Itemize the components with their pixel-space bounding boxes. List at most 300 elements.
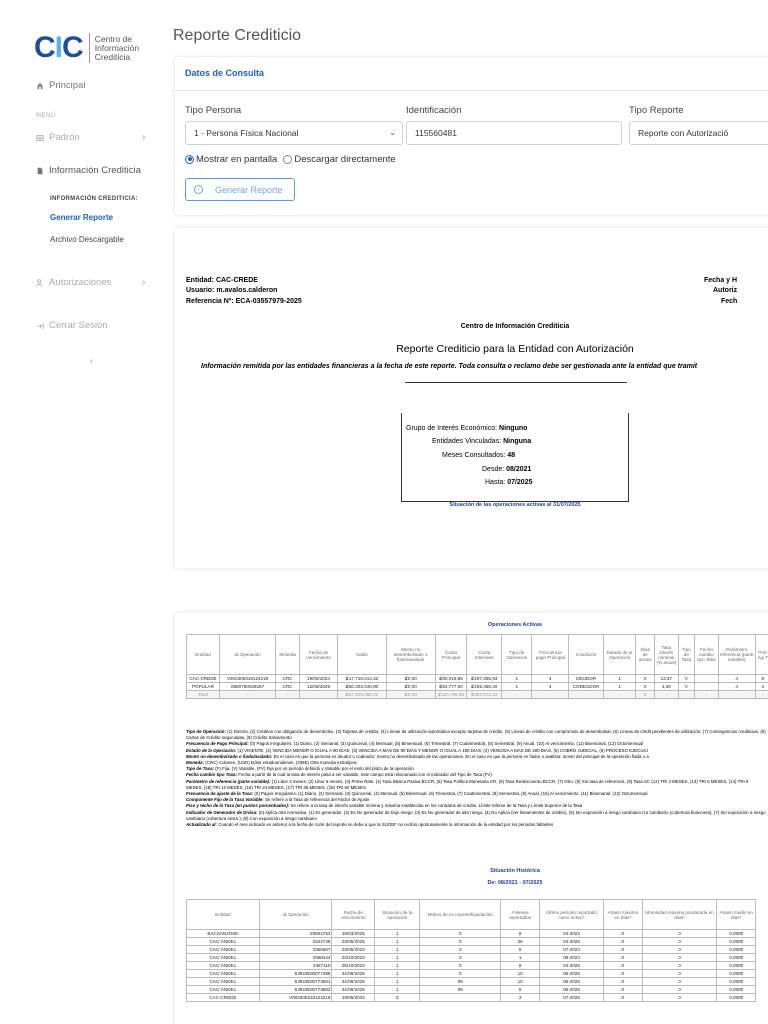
table-row bbox=[187, 970, 756, 978]
nav-informacion-crediticia[interactable] bbox=[36, 165, 141, 176]
historica-range: De: 08/2021 - 07/2025 bbox=[487, 880, 543, 886]
table-cell: 0,0000 bbox=[717, 954, 756, 962]
table-cell: 99 bbox=[420, 978, 501, 986]
table-cell: 0 bbox=[604, 946, 643, 954]
table-cell: 1 bbox=[375, 986, 420, 994]
table-cell: ₡382.872,33 bbox=[467, 691, 502, 699]
legend-text: (0) Pagos Irregulares, (1) Diario, (2) Semanal, (3) Quincenal, (4) Mensual, (5) Bimensual, (6) Trimestral, (7) Cuatrimestral, (8) Semestral, (9) Anual, (10) Al vencimiento, (11) Bisemanal, (12) Octomensual bbox=[253, 791, 648, 797]
desde-label: Desde: bbox=[482, 466, 505, 473]
report-summary-box bbox=[401, 413, 629, 502]
table-cell: 0 bbox=[642, 994, 717, 1002]
table-cell: 0 bbox=[642, 946, 717, 954]
table-cell: 05-2025 bbox=[539, 970, 603, 978]
nav-cerrar-sesion[interactable] bbox=[36, 320, 108, 331]
col-header: Último período reportado como activo* bbox=[539, 900, 603, 930]
table-cell: V bbox=[678, 675, 694, 683]
legend-text: Cuando el mes indicado es anterior a la fecha de corte del reporte se debe a que la SUGEF no recibió oportunamente la información de la entidad por los periodos faltantes bbox=[216, 822, 554, 828]
table-cell bbox=[694, 675, 718, 683]
consulta-card bbox=[175, 57, 768, 215]
table-cell: 5 bbox=[501, 946, 540, 954]
table-cell: ₡50.203.040,90 bbox=[338, 683, 387, 691]
table-cell bbox=[694, 683, 718, 691]
table-cell: ₡197.385,93 bbox=[467, 675, 502, 683]
table-cell: - bbox=[502, 691, 532, 699]
table-cell: 04-2025 bbox=[539, 962, 603, 970]
col-header: Id.Operación bbox=[259, 900, 332, 930]
table-cell: 53923500773882 bbox=[259, 986, 332, 994]
meses-value: 48 bbox=[507, 452, 516, 459]
radio-pantalla-label: Mostrar en pantalla bbox=[196, 154, 278, 165]
logo-letter-c2: C bbox=[62, 31, 83, 64]
table-cell: 05/10/2023 bbox=[332, 962, 375, 970]
chevron-right-icon: › bbox=[142, 277, 146, 288]
table-cell: 1 bbox=[375, 930, 420, 938]
table-cell: - bbox=[569, 691, 604, 699]
table-cell: 0 bbox=[636, 691, 654, 699]
table-cell: 3 bbox=[420, 946, 501, 954]
table-cell: CODEUDOR bbox=[569, 683, 604, 691]
table-cell: 10 bbox=[501, 978, 540, 986]
table-cell: CAC-ANDE1 bbox=[187, 986, 260, 994]
legend-key: Parámetro de referencia (parte variable): bbox=[186, 778, 271, 784]
legend-text: (CRC) Colones, (USD) Dólar estadounidense, (OME) Otra moneda extranjera bbox=[204, 760, 357, 766]
col-header: Tipo de Operación bbox=[502, 635, 532, 675]
table-cell: 8 bbox=[501, 962, 540, 970]
table-cell: - bbox=[755, 691, 768, 699]
table-cell: 3344738 bbox=[259, 938, 332, 946]
col-header: Morosidad máxima ponderada en días* bbox=[642, 900, 717, 930]
users-icon bbox=[36, 279, 44, 287]
operaciones-header-row bbox=[187, 635, 768, 675]
table-cell: BACSANJOSE bbox=[187, 930, 260, 938]
col-header: Prec Aju T bbox=[755, 635, 768, 675]
report-usuario: Usuario: m.avalos.calderon bbox=[186, 287, 278, 294]
col-header: Tasa interés nominal (% anual) bbox=[654, 635, 678, 675]
table-cell: 0 bbox=[604, 962, 643, 970]
table-cell: CAC-ANDE1 bbox=[187, 970, 260, 978]
col-header: Días de atraso bbox=[636, 635, 654, 675]
logo-text-line: Crediticia bbox=[94, 51, 131, 62]
menu-section-label: MENÚ bbox=[36, 113, 56, 119]
legend-key: Tipo de Tasa: bbox=[186, 766, 215, 772]
legend-key: Componente Fijo de la Tasa Variable: bbox=[186, 797, 264, 803]
tipo-persona-label: Tipo Persona bbox=[185, 105, 242, 116]
table-cell: - bbox=[654, 691, 678, 699]
table-cell: 12/08/2049 bbox=[300, 683, 338, 691]
table-cell: ₡184.796,86 bbox=[435, 691, 467, 699]
table-cell: 29504753 bbox=[259, 930, 332, 938]
legend-text: (1) VIGENTE, (2) VENCIDA MENOR O IGUAL A 90 DIAS, (3) VENCIDA A MAS DE 90 DIAS Y MENOR O IGUAL A 180 DIAS, (4) VENCIDA A MAS DE 180 DIAS, (5) COBRO JUDICIAL, (6) PROCESO EJECUCI bbox=[236, 747, 648, 753]
submenu-generar-reporte[interactable]: Generar Reporte bbox=[50, 213, 114, 222]
col-header: Atraso máximo en días* bbox=[604, 900, 643, 930]
home-icon bbox=[36, 82, 44, 90]
radio-mostrar-pantalla[interactable] bbox=[185, 154, 277, 165]
legend-line bbox=[186, 779, 766, 791]
table-cell: 26 bbox=[501, 938, 540, 946]
table-cell: ₡185.486,40 bbox=[467, 683, 502, 691]
col-header: Entidad bbox=[187, 635, 220, 675]
legend-text: (F) Fija, (V) Variable, (FV) Fija por un período definido y Variable por el resto del plazo de la operación bbox=[214, 766, 414, 772]
tipo-persona-select[interactable] bbox=[185, 121, 403, 145]
submenu-heading: INFORMACIÓN CREDITICIA: bbox=[50, 196, 138, 202]
table-cell: 4,36 bbox=[654, 683, 678, 691]
table-cell: 3 bbox=[501, 994, 540, 1002]
table-cell: 1 bbox=[375, 962, 420, 970]
nav-autorizaciones-label: Autorizaciones bbox=[49, 277, 112, 288]
table-cell: 0 bbox=[642, 962, 717, 970]
logo-divider bbox=[89, 33, 90, 63]
legend-key: Frecuencia de Pago Principal: bbox=[186, 741, 249, 747]
identificacion-label: Identificación bbox=[406, 105, 462, 116]
table-cell: 0 bbox=[642, 938, 717, 946]
report-entidad: Entidad: CAC-CREDE bbox=[186, 277, 258, 284]
table-cell: 0 bbox=[642, 930, 717, 938]
col-header: Parámetro referencia (parte variable) bbox=[718, 635, 755, 675]
cic-logo[interactable] bbox=[34, 31, 139, 65]
table-cell: 03/05/2025 bbox=[332, 938, 375, 946]
table-cell: CAC-ANDE1 bbox=[187, 978, 260, 986]
table-cell: - bbox=[694, 691, 718, 699]
generar-reporte-label: Generar Reporte bbox=[215, 184, 283, 195]
legend-key: Piso y techo de la Tasa (en puntos porcentuales): bbox=[186, 803, 290, 809]
report-autorizacion: Autoriz bbox=[713, 287, 738, 294]
table-row bbox=[187, 930, 756, 938]
table-cell: 31/08/2028 bbox=[332, 970, 375, 978]
table-cell: 4 bbox=[718, 683, 755, 691]
sidebar bbox=[0, 0, 166, 1024]
table-cell: 0 bbox=[604, 994, 643, 1002]
logout-icon bbox=[36, 322, 44, 330]
legend-key: Actualizado al: bbox=[186, 822, 217, 828]
table-cell: 0 bbox=[642, 986, 717, 994]
collapse-sidebar-icon[interactable]: ‹ bbox=[90, 356, 94, 367]
legend-text: (1) Libor 3 meses, (2) Libor 6 meses, (3) Prime Rate, (4) Tasa Básica Pasiva BCCR, (5) Tasa Política Monetaria CR, (6) Tasa Redescuento BCCR, (7) Otro, (8) Sin tasa de referencia, (9) Tasa SC (12) TRI 3 MESES, (13) TRI 6 MESES, (14) TRI 9 MESES, (15) TRI 12 MESES, (16) TRI 24 MESES, (17) TRI 36 MESES, (18) TRI 60 MESES bbox=[186, 778, 749, 790]
identificacion-value: 115560481 bbox=[415, 128, 457, 138]
table-cell: V003305318124219 bbox=[259, 994, 332, 1002]
col-header: Tipo de Tasa bbox=[678, 635, 694, 675]
table-cell: ₡94.777,00 bbox=[435, 683, 467, 691]
table-cell: 3367110 bbox=[259, 962, 332, 970]
table-cell: - bbox=[532, 691, 569, 699]
table-cell: ₡0,00 bbox=[386, 675, 435, 683]
table-cell: 07-2024 bbox=[539, 946, 603, 954]
table-cell: 4 bbox=[532, 683, 569, 691]
col-header: Atraso medio en días* bbox=[717, 900, 756, 930]
table-cell: 08-2024 bbox=[539, 954, 603, 962]
table-cell: 04-2022 bbox=[539, 930, 603, 938]
desde-row bbox=[482, 466, 531, 473]
table-cell: 3 bbox=[375, 994, 420, 1002]
logo-text bbox=[95, 35, 139, 62]
table-cell: - bbox=[603, 691, 636, 699]
table-cell: 8 bbox=[755, 675, 768, 683]
report-centro: Centro de Información Crediticia bbox=[460, 323, 570, 330]
table-cell: DEUDOR bbox=[569, 675, 604, 683]
table-row bbox=[187, 946, 756, 954]
table-cell: 31/08/2028 bbox=[332, 986, 375, 994]
col-header: Cuota Principal bbox=[435, 635, 467, 675]
table-cell: ₡0,00 bbox=[386, 683, 435, 691]
table-cell: 4 bbox=[718, 675, 755, 683]
desde-value: 08/2021 bbox=[506, 466, 532, 473]
radio-descargar[interactable] bbox=[283, 154, 395, 165]
grupo-value: Ninguno bbox=[499, 425, 528, 432]
table-cell: - bbox=[276, 691, 300, 699]
table-cell: 0 bbox=[642, 954, 717, 962]
nav-informacion-label: Información Crediticia bbox=[49, 165, 141, 176]
legend-text: Se refiere a la tasa de interés variable mínima y máxima establecida en los contratos de crédito. Límite Inferior de la Tasa y Límite Superior de la Tasa bbox=[289, 803, 583, 809]
col-header: # Meses reportados bbox=[501, 900, 540, 930]
nav-autorizaciones[interactable] bbox=[36, 277, 146, 288]
table-cell: ₡17.716.014,32 bbox=[338, 675, 387, 683]
table-cell: 1 bbox=[375, 978, 420, 986]
legend-text: Fecha a partir de la cual la tasa de interés pasa a ser variable, este campo está relacionado con el indicador del Tipo de Tasa (FV) bbox=[237, 772, 492, 778]
table-cell: 0 bbox=[642, 970, 717, 978]
table-row bbox=[187, 683, 768, 691]
table-cell: CAC-CREDE bbox=[187, 994, 260, 1002]
col-header: Entidad bbox=[187, 900, 260, 930]
col-header: Fecha de vencimiento bbox=[300, 635, 338, 675]
col-header: Cuota Intereses bbox=[467, 635, 502, 675]
table-cell: CRC bbox=[276, 675, 300, 683]
table-cell: 53923500773681 bbox=[259, 978, 332, 986]
legend-line bbox=[186, 729, 766, 741]
table-cell: 1 bbox=[603, 683, 636, 691]
table-cell: 1 bbox=[375, 938, 420, 946]
radio-unselected-icon bbox=[283, 155, 292, 164]
table-cell: ₡0,00 bbox=[386, 691, 435, 699]
table-cell: 1 bbox=[375, 946, 420, 954]
nav-padron[interactable] bbox=[36, 132, 146, 143]
tipo-reporte-label: Tipo Reporte bbox=[629, 105, 684, 116]
table-cell: V bbox=[678, 683, 694, 691]
table-cell: - bbox=[300, 691, 338, 699]
table-cell: CAC-ANDE1 bbox=[187, 954, 260, 962]
table-cell: 0 bbox=[420, 930, 501, 938]
historica-header-row bbox=[187, 900, 756, 930]
col-header: Saldo bbox=[338, 635, 387, 675]
chevron-down-icon: ⌄ bbox=[389, 128, 396, 137]
table-cell: 03/10/2023 bbox=[332, 954, 375, 962]
logo-text-line: Centro de bbox=[94, 33, 133, 44]
table-cell: 99 bbox=[420, 986, 501, 994]
table-cell: 0 bbox=[420, 962, 501, 970]
table-row bbox=[187, 938, 756, 946]
table-cell: CAC-ANDE1 bbox=[187, 938, 260, 946]
historica-title: Situación Histórica bbox=[490, 868, 540, 874]
table-cell: ₡67.919.055,22 bbox=[338, 691, 387, 699]
table-total-row bbox=[187, 691, 768, 699]
table-cell: 0,0000 bbox=[717, 970, 756, 978]
col-header: Situación de la operación bbox=[375, 900, 420, 930]
table-cell: 5 bbox=[501, 986, 540, 994]
legend-key: Indicador de Generador de Divisa: bbox=[186, 809, 258, 815]
identificacion-input[interactable] bbox=[406, 121, 622, 145]
table-row bbox=[187, 675, 768, 683]
table-cell: 0 bbox=[604, 930, 643, 938]
table-cell: 0 bbox=[636, 675, 654, 683]
table-cell: 04-2025 bbox=[539, 938, 603, 946]
col-header: Estado de la Operación bbox=[603, 635, 636, 675]
report-page-2 bbox=[175, 613, 768, 1024]
table-row bbox=[187, 978, 756, 986]
table-cell: 0 bbox=[604, 986, 643, 994]
table-row bbox=[187, 986, 756, 994]
table-cell: 19/05/2034 bbox=[332, 994, 375, 1002]
table-cell: 0 bbox=[420, 938, 501, 946]
col-header: Moneda bbox=[276, 635, 300, 675]
table-cell: 0 bbox=[636, 683, 654, 691]
col-header: Fecha de vencimiento bbox=[332, 900, 375, 930]
report-fecha: Fech bbox=[721, 298, 738, 305]
table-cell: 13,37 bbox=[654, 675, 678, 683]
operaciones-table bbox=[186, 634, 768, 699]
table-cell: 03/05/2023 bbox=[332, 946, 375, 954]
logo-text-line: Información bbox=[94, 42, 140, 53]
vinculadas-value: Ninguna bbox=[503, 438, 532, 445]
report-legend bbox=[186, 729, 766, 828]
nav-cerrar-label: Cerrar Sesión bbox=[49, 320, 108, 331]
page-title: Reporte Crediticio bbox=[173, 27, 302, 44]
table-cell: 1 bbox=[375, 954, 420, 962]
table-cell: 0880780029267 bbox=[219, 683, 275, 691]
table-cell: CAC-ANDE1 bbox=[187, 962, 260, 970]
tipo-persona-value: 1 - Persona Física Nacional bbox=[194, 128, 299, 138]
table-cell: 0,0000 bbox=[717, 938, 756, 946]
table-cell: 0,0000 bbox=[717, 930, 756, 938]
legend-text: Se refiere a la Tasa de referencia del Factor de Ajuste bbox=[263, 797, 370, 803]
meses-label: Meses Consultados: bbox=[442, 452, 506, 459]
table-cell: - bbox=[219, 691, 275, 699]
table-row bbox=[187, 994, 756, 1002]
grupo-label: Grupo de Interés Económico: bbox=[406, 425, 498, 432]
col-header: Frecuencia pago Principal bbox=[532, 635, 569, 675]
table-cell: 0 bbox=[420, 970, 501, 978]
report-aviso: Información remitida por las entidades financieras a la fecha de este reporte. Toda consulta o reclamo debe ser gestionada ante la entidad que tramit bbox=[201, 363, 698, 370]
table-cell: V003305318124219 bbox=[219, 675, 275, 683]
table-cell: 4 bbox=[755, 683, 768, 691]
table-cell: 53923500077388 bbox=[259, 970, 332, 978]
historica-table bbox=[186, 899, 756, 1002]
table-cell: ₡90.019,86 bbox=[435, 675, 467, 683]
tipo-reporte-select[interactable] bbox=[629, 121, 768, 145]
table-cell: 07-2025 bbox=[539, 994, 603, 1002]
table-cell: 0 bbox=[604, 978, 643, 986]
logo-mark bbox=[34, 31, 83, 65]
table-cell: CAC-ANDE1 bbox=[187, 946, 260, 954]
table-cell: 1 bbox=[502, 683, 532, 691]
logo-letter-i: I bbox=[54, 31, 63, 64]
chevron-right-icon: › bbox=[142, 132, 146, 143]
table-cell: 0 bbox=[642, 978, 717, 986]
legend-key: Moneda: bbox=[186, 760, 205, 766]
meses-row bbox=[442, 452, 515, 459]
grupo-row bbox=[406, 425, 527, 432]
table-cell: Total bbox=[187, 691, 220, 699]
table-cell: 0 bbox=[604, 954, 643, 962]
table-cell: 0,0000 bbox=[717, 978, 756, 986]
legend-key: Monto no desembolsado o fiado/avalado: bbox=[186, 753, 273, 759]
table-cell: 1 bbox=[375, 970, 420, 978]
legend-key: Fecha cambio tipo Tasa: bbox=[186, 772, 238, 778]
table-cell: 0 bbox=[604, 938, 643, 946]
table-cell: 31/08/2028 bbox=[332, 978, 375, 986]
col-header: Fecha cambio tipo Tasa bbox=[694, 635, 718, 675]
tipo-reporte-value: Reporte con Autorizació bbox=[638, 128, 729, 138]
table-cell: 0 bbox=[604, 970, 643, 978]
report-referencia: Referencia Nº: ECA-03557979-2025 bbox=[186, 298, 302, 305]
table-cell: 10 bbox=[501, 970, 540, 978]
legend-line bbox=[186, 822, 766, 828]
table-cell: CAC-CREDE bbox=[187, 675, 220, 683]
table-cell: 1 bbox=[603, 675, 636, 683]
col-header: Condición bbox=[569, 635, 604, 675]
report-situacion: Situación de las operaciones activas al 31/07/2025 bbox=[449, 502, 581, 508]
table-cell: - bbox=[718, 691, 755, 699]
report-fecha-hora: Fecha y H bbox=[704, 277, 738, 284]
legend-line bbox=[186, 810, 766, 822]
legend-key: Estado de la Operación: bbox=[186, 747, 237, 753]
output-options bbox=[185, 154, 396, 165]
table-cell: 3355667 bbox=[259, 946, 332, 954]
hasta-value: 07/2025 bbox=[507, 479, 533, 486]
report-divider bbox=[405, 382, 627, 383]
logo-letter-c: C bbox=[34, 31, 55, 64]
nav-principal[interactable] bbox=[36, 80, 85, 91]
legend-text: En el caso en que la persona es deudor o codeudor: monto no desembolsado de las operaciones. En el caso en que la persona es fiador o avalista: monto del principal de la operación fiada o a bbox=[272, 753, 649, 759]
legend-key: Frecuencia de ajuste de la Tasa: bbox=[186, 791, 254, 797]
nav-principal-label: Principal bbox=[49, 80, 86, 91]
legend-text: (0) Pagos Irregulares, (1) Diario, (2) Semanal, (3) Quincenal, (4) Mensual, (5) Bimensual, (6) Trimestral, (7) Cuatrimestral, (8) Semestral, (9) Anual, (10) Al vencimiento, (11) Bisemanal, (12) Octomensual bbox=[248, 741, 643, 747]
table-cell: CRC bbox=[276, 683, 300, 691]
table-cell: - bbox=[678, 691, 694, 699]
table-row bbox=[187, 954, 756, 962]
table-cell: 05-2025 bbox=[539, 986, 603, 994]
table-cell: 0,0000 bbox=[717, 986, 756, 994]
document-icon bbox=[36, 167, 44, 175]
report-title: Reporte Crediticio para la Entidad con Autorización bbox=[396, 343, 634, 355]
table-row bbox=[187, 962, 756, 970]
radio-selected-icon bbox=[185, 155, 194, 164]
table-cell: 1 bbox=[501, 954, 540, 962]
hasta-label: Hasta: bbox=[485, 479, 506, 486]
vinculadas-label: Entidades Vinculadas: bbox=[432, 438, 502, 445]
legend-key: Tipo de Operación: bbox=[186, 729, 226, 734]
col-header: Motivo de no reporte/liquidación bbox=[420, 900, 501, 930]
radio-descargar-label: Descargar directamente bbox=[294, 154, 396, 165]
col-header: Id.Operación bbox=[219, 635, 275, 675]
vinculadas-row bbox=[432, 438, 531, 445]
hasta-row bbox=[485, 479, 533, 486]
table-cell: 1 bbox=[502, 675, 532, 683]
table-cell: 05-2025 bbox=[539, 978, 603, 986]
report-page-1 bbox=[175, 228, 768, 568]
col-header: Monto no desembolsado o flado/avalado bbox=[386, 635, 435, 675]
submenu-archivo-descargable[interactable]: Archivo Descargable bbox=[50, 235, 124, 244]
grid-icon bbox=[36, 134, 44, 142]
table-cell: 0,0000 bbox=[717, 962, 756, 970]
table-cell: 3368444 bbox=[259, 954, 332, 962]
table-cell: 4 bbox=[532, 675, 569, 683]
table-cell: 0,0000 bbox=[717, 994, 756, 1002]
table-cell: 0,0000 bbox=[717, 946, 756, 954]
card-title: Datos de Consulta bbox=[175, 57, 768, 91]
operaciones-activas-title: Operaciones Activas bbox=[487, 622, 543, 628]
generar-reporte-button[interactable] bbox=[185, 178, 295, 201]
table-cell: 8 bbox=[501, 930, 540, 938]
arrow-circle-icon: › bbox=[194, 185, 203, 194]
legend-text: (1) Directa, (2) Créditos con obligación de desembolso, (3) Tarjetas de crédito, (4) Líneas de utilización automática excepto tarjetas de crédito, (5) Líneas de crédito con compromiso de desembolsar, (6) Líneas de crédit pendientes de utilización, (7) Contingencias crediticias, (8) Cartas de Crédito negociadas, (9) Crédito Salvamento bbox=[186, 729, 766, 741]
